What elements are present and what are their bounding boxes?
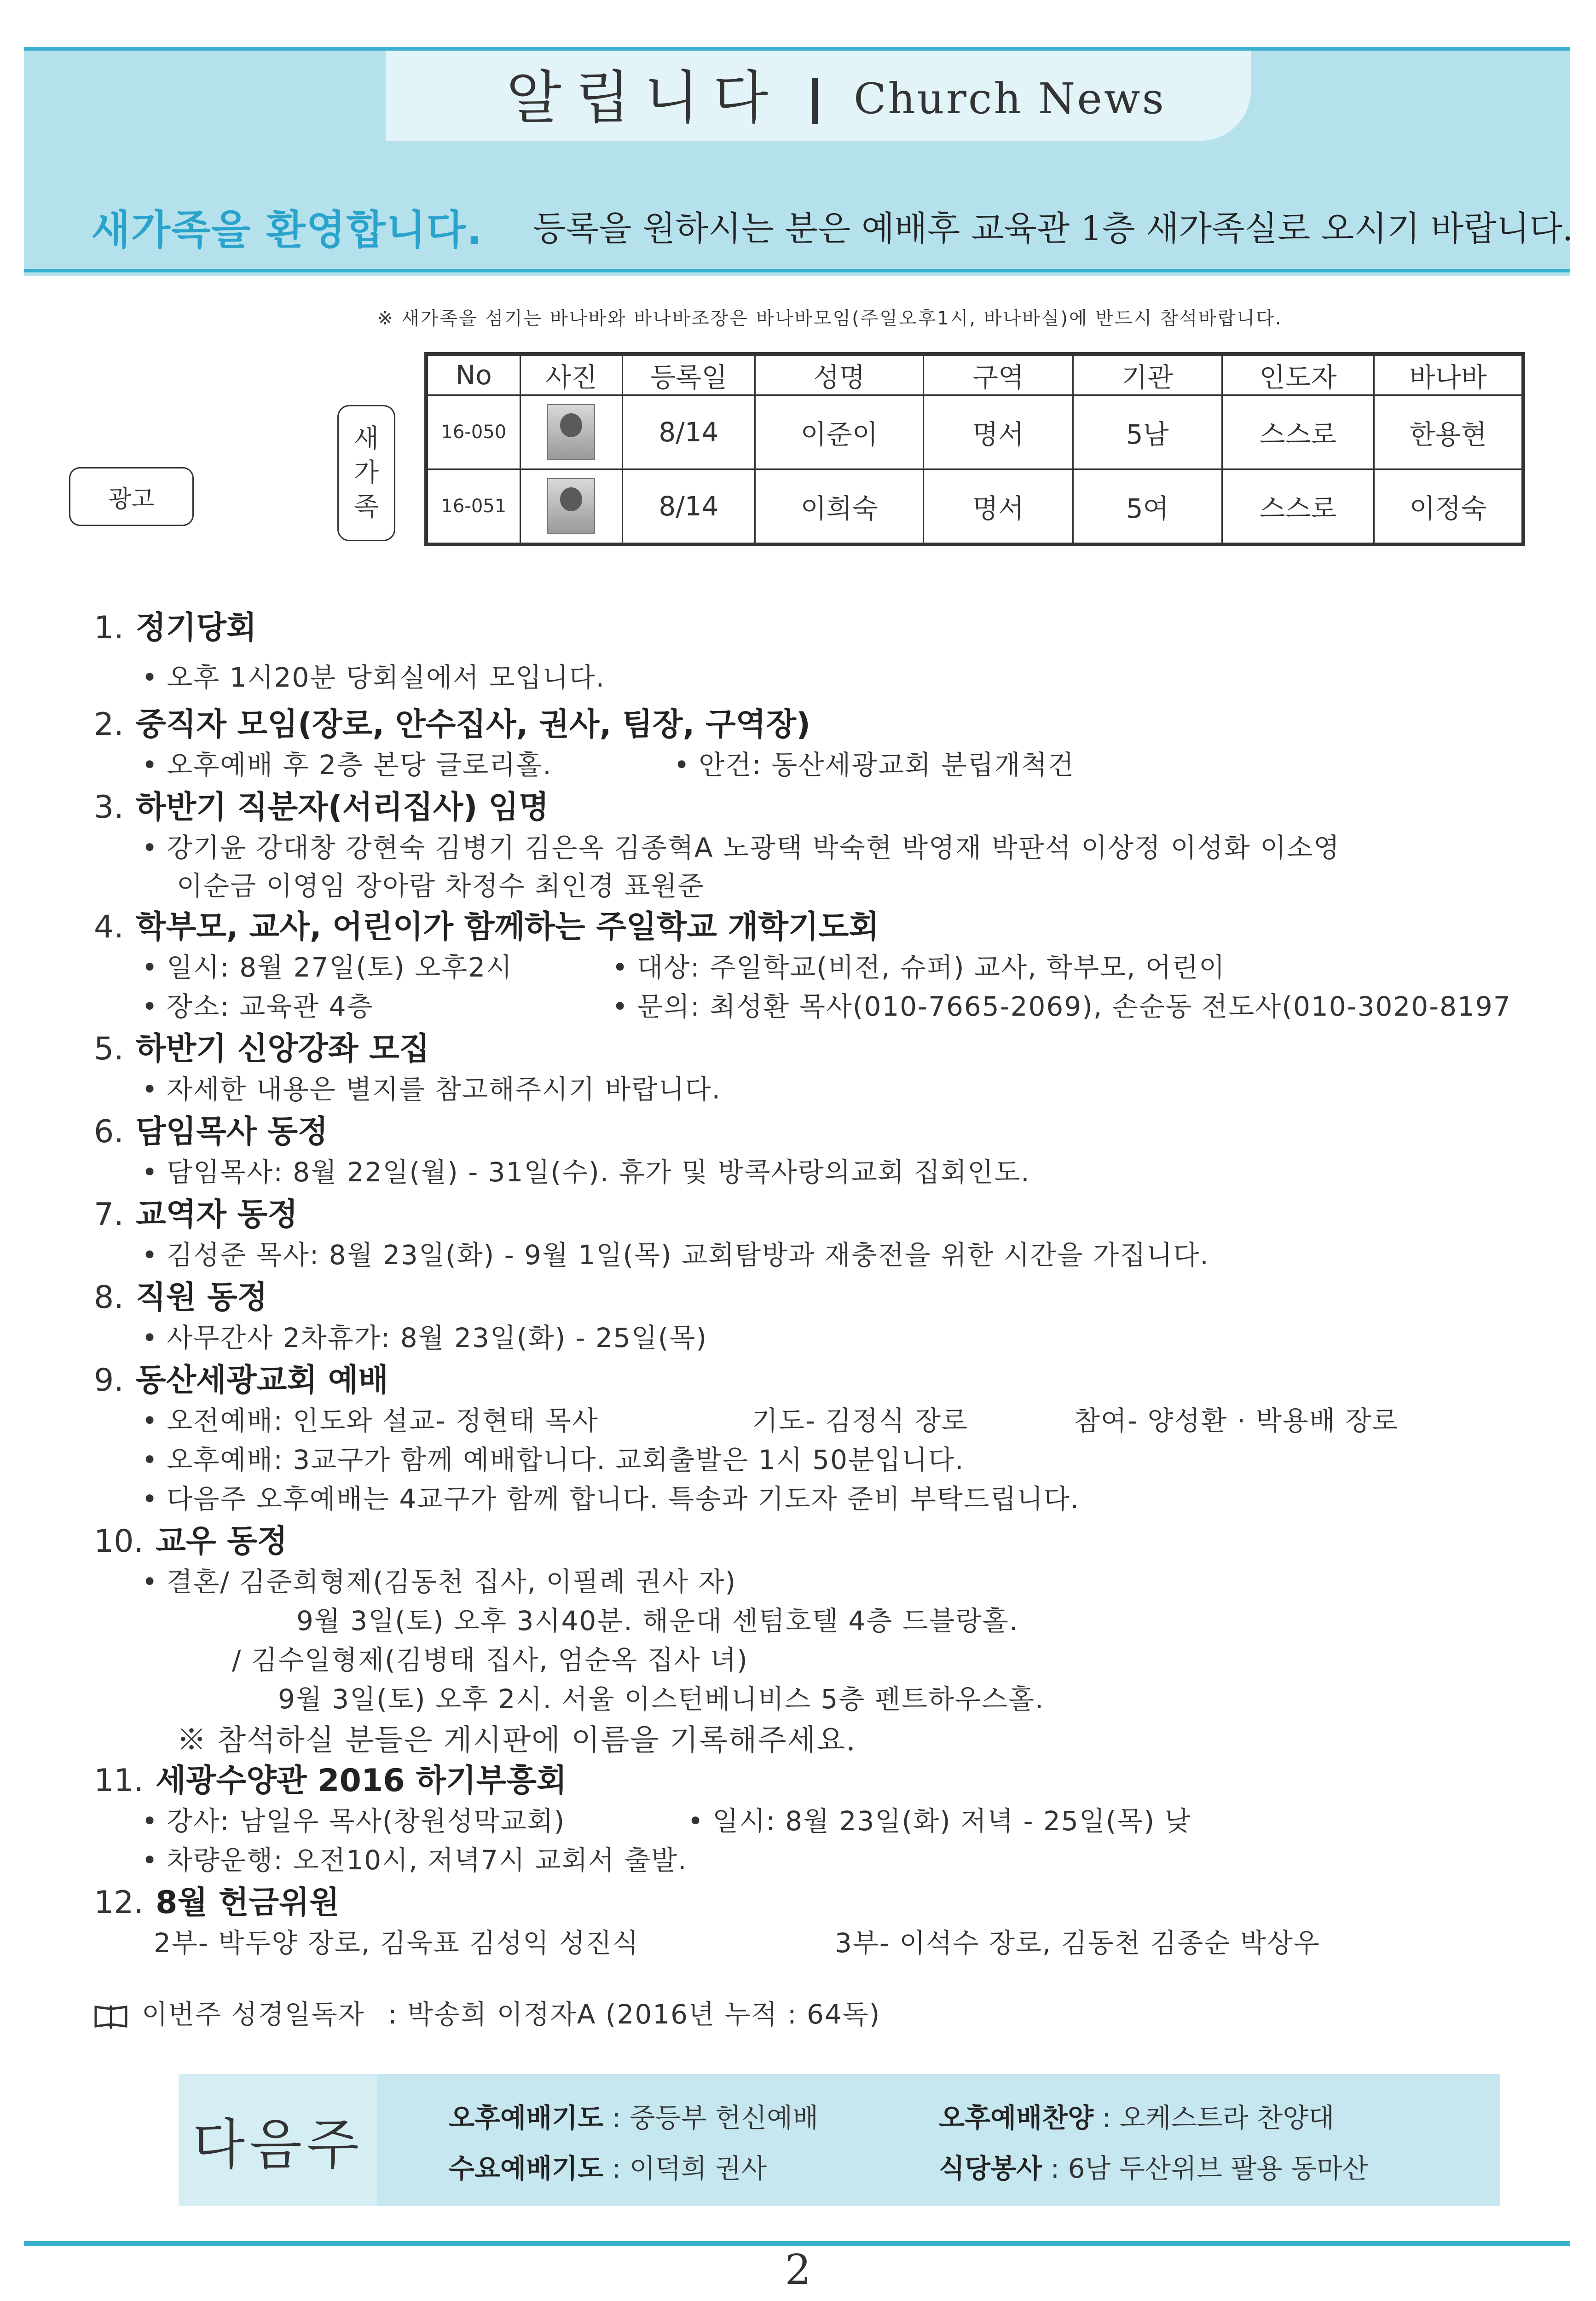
member-date: 8/14 — [622, 395, 755, 469]
footer-divider — [24, 2241, 1570, 2246]
announcement-line: 9월 3일(토) 오후 2시. 서울 이스턴베니비스 5층 펜트하우스홀. — [278, 1683, 1045, 1715]
announcement-title: 4. 학부모, 교사, 어린이가 함께하는 주일학교 개학기도회 — [94, 909, 879, 945]
table-row — [426, 395, 1523, 469]
member-guide: 스스로 — [1222, 395, 1374, 469]
announcement-title: 6. 담임목사 동정 — [94, 1114, 328, 1150]
member-district: 명서 — [924, 469, 1073, 545]
ad-badge: 광고 — [69, 467, 194, 526]
announcement-title: 7. 교역자 동정 — [94, 1197, 298, 1233]
announcement-line: • 일시: 8월 27일(토) 오후2시 — [142, 952, 513, 983]
member-photo-cell — [520, 469, 622, 545]
side-label-char: 족 — [353, 492, 379, 522]
announcement-title: 11. 세광수양관 2016 하기부흥회 — [94, 1763, 567, 1799]
member-guide: 스스로 — [1222, 469, 1374, 545]
announcement-line: • 대상: 주일학교(비전, 슈퍼) 교사, 학부모, 어린이 — [612, 952, 1226, 983]
announcement-line: 기도- 김정식 장로 — [752, 1405, 968, 1436]
bible-reading — [94, 1993, 880, 2031]
announcement-line: • 강사: 남일우 목사(창원성막교회) — [142, 1805, 566, 1837]
announcement-line: • 장소: 교육관 4층 — [142, 991, 374, 1022]
member-photo — [547, 478, 595, 534]
announcement-line: • 오전예배: 인도와 설교- 정현태 목사 — [142, 1405, 599, 1436]
announcement-title: 1. 정기당회 — [94, 610, 257, 646]
announcement-line: • 결혼/ 김준희형제(김동천 집사, 이필례 권사 자) — [142, 1566, 737, 1597]
member-district: 명서 — [924, 395, 1073, 469]
announcement-line: • 오후예배 후 2층 본당 글로리홀. — [142, 749, 552, 780]
next-week-item: 식당봉사 : 6남 두산위브 팔용 동마산 — [939, 2153, 1369, 2184]
announcement-line: • 일시: 8월 23일(화) 저녁 - 25일(목) 낮 — [688, 1805, 1191, 1837]
announcement-line: • 담임목사: 8월 22일(월) - 31일(수). 휴가 및 방콕사랑의교회 집회인도. — [142, 1156, 1030, 1188]
announcement-line: • 차량운행: 오전10시, 저녁7시 교회서 출발. — [142, 1844, 688, 1876]
book-icon — [94, 2003, 128, 2029]
announcement-title: 8. 직원 동정 — [94, 1279, 268, 1316]
member-group: 5남 — [1073, 395, 1222, 469]
announcement-line: • 다음주 오후예배는 4교구가 함께 합니다. 특송과 기도자 준비 부탁드립니다. — [142, 1483, 1080, 1515]
bible-label: 이번주 성경일독자 — [142, 1999, 365, 2030]
announcement-line: / 김수일형제(김병태 집사, 엄순옥 집사 녀) — [232, 1644, 748, 1676]
announcement-title: 9. 동산세광교회 예배 — [94, 1362, 389, 1399]
member-barnabas: 한용현 — [1374, 395, 1523, 469]
member-date: 8/14 — [622, 469, 755, 545]
next-week-item: 오후예배찬양 : 오케스트라 찬양대 — [939, 2102, 1335, 2133]
table-header: 성명 — [755, 354, 924, 395]
table-header: 바나바 — [1374, 354, 1523, 395]
title-separator — [812, 78, 818, 124]
table-header: 사진 — [520, 354, 622, 395]
announcement-line: 3부- 이석수 장로, 김동천 김종순 박상우 — [835, 1927, 1320, 1959]
next-week-item: 오후예배기도 : 중등부 헌신예배 — [449, 2102, 819, 2133]
announcement-line: 2부- 박두양 장로, 김욱표 김성익 성진식 — [154, 1927, 639, 1959]
welcome-heading: 새가족을 환영합니다. — [91, 206, 483, 254]
member-no: 16-051 — [426, 469, 520, 545]
announcement-line: • 오후예배: 3교구가 함께 예배합니다. 교회출발은 1시 50분입니다. — [142, 1444, 965, 1475]
announcement-line: • 오후 1시20분 당회실에서 모입니다. — [142, 662, 606, 693]
welcome-description: 등록을 원하시는 분은 예배후 교육관 1층 새가족실로 오시기 바랍니다. — [533, 209, 1573, 249]
announcement-title: 2. 중직자 모임(장로, 안수집사, 권사, 팀장, 구역장) — [94, 706, 811, 743]
announcement-line: • 문의: 최성환 목사(010-7665-2069), 손순동 전도사(010-3020-8197 — [612, 991, 1511, 1022]
table-row — [426, 469, 1523, 545]
table-header: 등록일 — [622, 354, 755, 395]
announcement-line: • 자세한 내용은 별지를 참고해주시기 바랍니다. — [142, 1074, 721, 1105]
announcement-line: ※ 참석하실 분들은 게시판에 이름을 기록해주세요. — [177, 1723, 856, 1758]
announcement-title: 12. 8월 헌금위원 — [94, 1885, 340, 1921]
page-title-en: Church News — [854, 74, 1166, 123]
table-header: 구역 — [924, 354, 1073, 395]
next-week-item: 수요예배기도 : 이덕희 권사 — [449, 2153, 767, 2184]
member-name: 이준이 — [755, 395, 924, 469]
member-photo — [547, 404, 595, 460]
announcement-line: 참여- 양성환 · 박용배 장로 — [1074, 1405, 1399, 1436]
announcement-line: • 사무간사 2차휴가: 8월 23일(화) - 25일(목) — [142, 1322, 708, 1353]
next-week-label: 다음주 — [179, 2074, 377, 2206]
page-number: 2 — [785, 2246, 811, 2294]
header-divider — [24, 269, 1570, 272]
announcement-title: 10. 교우 동정 — [94, 1523, 288, 1560]
announcement-line: • 안건: 동산세광교회 분립개척건 — [674, 749, 1075, 780]
announcement-line: 이순금 이영임 장아람 차정수 최인경 표원준 — [177, 870, 705, 902]
member-no: 16-050 — [426, 395, 520, 469]
table-header: No — [426, 354, 520, 395]
table-header: 인도자 — [1222, 354, 1374, 395]
announcement-line: 9월 3일(토) 오후 3시40분. 해운대 센텀호텔 4층 드블랑홀. — [296, 1605, 1019, 1636]
side-label-char: 가 — [353, 458, 379, 488]
table-header: 기관 — [1073, 354, 1222, 395]
new-family-table — [424, 352, 1525, 546]
page-title: 알립니다 — [506, 65, 782, 131]
announcement-line: • 강기윤 강대창 강현숙 김병기 김은옥 김종혁A 노광택 박숙현 박영재 박판석 이상정 이성화 이소영 — [142, 832, 1341, 863]
announcement-line: • 김성준 목사: 8월 23일(화) - 9월 1일(목) 교회탐방과 재충전을 위한 시간을 가집니다. — [142, 1239, 1209, 1271]
member-name: 이희숙 — [755, 469, 924, 545]
announcement-title: 3. 하반기 직분자(서리집사) 임명 — [94, 789, 549, 826]
member-barnabas: 이정숙 — [1374, 469, 1523, 545]
bible-value: : 박송희 이정자A (2016년 누적 : 64독) — [388, 1999, 881, 2030]
barnabas-note: ※ 새가족을 섬기는 바나바와 바나바조장은 바나바모임(주일오후1시, 바나바실)에 반드시 참석바랍니다. — [377, 308, 1283, 329]
member-group: 5여 — [1073, 469, 1222, 545]
announcement-title: 5. 하반기 신앙강좌 모집 — [94, 1031, 430, 1067]
table-header-row — [426, 354, 1523, 395]
side-label-char: 새 — [353, 424, 379, 454]
new-family-side-label — [337, 405, 395, 541]
member-photo-cell — [520, 395, 622, 469]
